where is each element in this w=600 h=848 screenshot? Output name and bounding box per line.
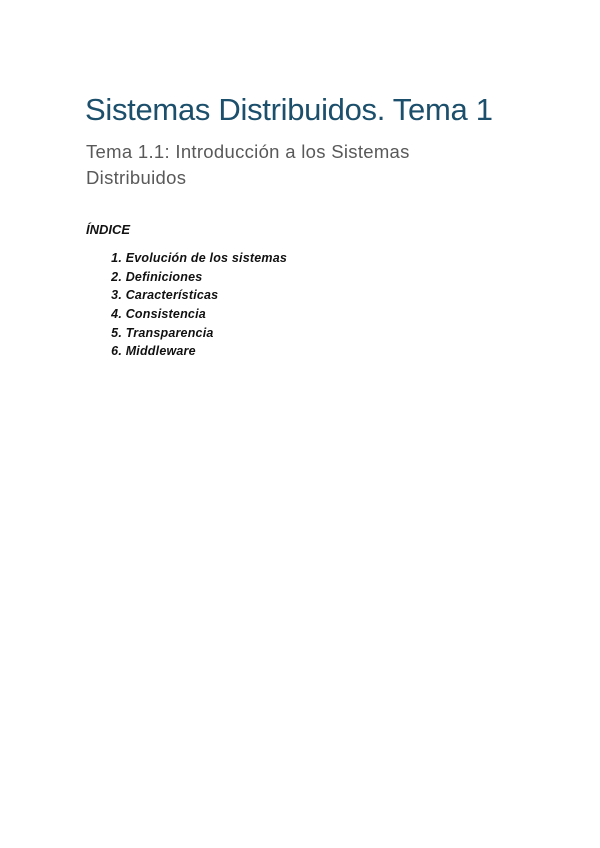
index-item-label: Evolución de los sistemas [125,251,287,266]
index-item-number: 5. [111,325,122,340]
index-item-transparencia [86,323,287,342]
index-item-label: Definiciones [125,269,203,284]
index-item-consistencia [86,305,287,324]
index-list [86,249,287,361]
index-item-number: 3. [111,288,122,303]
index-item-definiciones [86,268,287,287]
index-item-label: Transparencia [125,325,214,340]
index-item-label: Middleware [125,344,196,359]
index-item-number: 1. [111,251,122,266]
document-subtitle: Tema 1.1: Introducción a los Sistemas Distribuidos [86,141,410,188]
index-item-number: 4. [111,307,122,322]
document-title: Sistemas Distribuidos. Tema 1 [85,92,493,127]
index-item-number: 6. [111,344,122,359]
index-item-label: Consistencia [125,307,206,322]
index-item-number: 2. [111,269,122,284]
index-item-caracteristicas [86,286,287,305]
index-heading: ÍNDICE [86,222,131,237]
index-item-label: Características [125,288,219,303]
index-item-middleware [86,342,287,361]
index-item-evolucion [86,249,287,268]
